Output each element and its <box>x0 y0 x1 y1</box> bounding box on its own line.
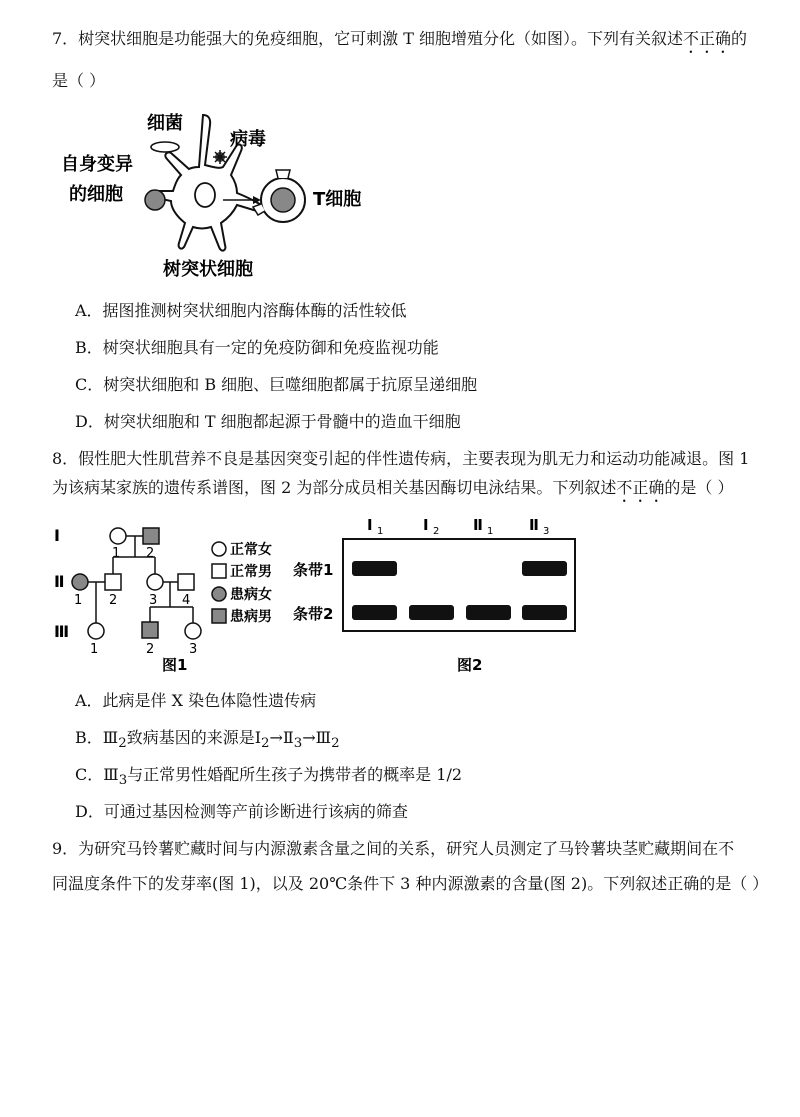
dendritic-label: 树突状细胞 <box>163 259 253 280</box>
q7-option-c: C．树突状细胞和 B 细胞、巨噬细胞都属于抗原呈递细胞 <box>75 375 478 394</box>
q7-figure <box>55 105 415 285</box>
fig1-caption: 图1 <box>162 656 188 674</box>
legend-affected-female-icon <box>212 587 226 601</box>
svg-text:Ⅰ: Ⅰ <box>367 516 373 534</box>
bacteria-shape <box>151 142 179 152</box>
II4-normal-male <box>178 574 194 590</box>
II3-number: 3 <box>149 593 158 608</box>
q7-stem-line2: 是（ ） <box>52 71 106 90</box>
II2-normal-male <box>105 574 121 590</box>
q7-option-b: B．树突状细胞具有一定的免疫防御和免疫监视功能 <box>75 338 439 357</box>
gen-1-label: Ⅰ <box>54 526 60 545</box>
self-mutant-label-2: 的细胞 <box>69 184 123 205</box>
q8-emphasis: 不正确 <box>616 478 665 497</box>
q7-option-d: D．树突状细胞和 T 细胞都起源于骨髓中的造血干细胞 <box>75 412 461 431</box>
svg-text:Ⅱ: Ⅱ <box>473 516 483 534</box>
bacteria-label: 细菌 <box>147 113 183 134</box>
legend-normal-female-icon <box>212 542 226 556</box>
I1-number: 1 <box>112 546 121 561</box>
lane-label-II3 <box>529 516 549 537</box>
III3-number: 3 <box>189 642 198 657</box>
q8-option-a: A．此病是伴 X 染色体隐性遗传病 <box>75 691 317 710</box>
fig2-caption: 图2 <box>457 656 483 674</box>
q8-stem-line2: 为该病某家族的遗传系谱图，图 2 为部分成员相关基因酶切电泳结果。下列叙述不正确的是（ ） <box>52 478 734 497</box>
q8-stem-line1: 8．假性肥大性肌营养不良是基因突变引起的伴性遗传病，主要表现为肌无力和运动功能减退。图 1 <box>52 449 750 468</box>
III3-normal-female <box>185 623 201 639</box>
band2-label: 条带2 <box>293 605 334 623</box>
virus-label: 病毒 <box>230 129 266 150</box>
band1-label: 条带1 <box>293 561 334 579</box>
q7-option-a: A．据图推测树突状细胞内溶酶体酶的活性较低 <box>75 301 407 320</box>
band2-II1 <box>466 605 511 620</box>
mutant-cell <box>145 190 165 210</box>
III1-normal-female <box>88 623 104 639</box>
II1-affected-female <box>72 574 88 590</box>
II1-number: 1 <box>74 593 83 608</box>
band2-I2 <box>409 605 454 620</box>
III2-number: 2 <box>146 642 155 657</box>
q8-fig1-pedigree <box>50 515 300 675</box>
q7-stem-line1: 7．树突状细胞是功能强大的免疫细胞，它可刺激 T 细胞增殖分化（如图）。下列有关叙述不正确的 <box>52 29 748 48</box>
band1-I1 <box>352 561 397 576</box>
legend-normal-male: 正常男 <box>230 564 272 580</box>
dendritic-nucleus <box>195 183 215 207</box>
q8-option-d: D．可通过基因检测等产前诊断进行该病的筛查 <box>75 802 408 821</box>
legend-normal-male-icon <box>212 564 226 578</box>
virus-icon <box>213 150 227 164</box>
II3-normal-female <box>147 574 163 590</box>
lane-label-II1 <box>473 516 493 537</box>
gen-2-label: Ⅱ <box>54 572 65 591</box>
svg-text:1: 1 <box>377 526 384 537</box>
t-cell-receptor-top <box>276 170 290 178</box>
III1-number: 1 <box>90 642 99 657</box>
legend-affected-male: 患病男 <box>230 609 272 625</box>
band1-II3 <box>522 561 567 576</box>
svg-text:Ⅰ: Ⅰ <box>423 516 429 534</box>
I2-affected-male <box>143 528 159 544</box>
gen-3-label: Ⅲ <box>54 622 70 641</box>
I2-number: 2 <box>146 546 155 561</box>
legend-normal-female: 正常女 <box>230 542 272 558</box>
q8-fig2-gel <box>285 512 595 677</box>
lane-label-I2 <box>423 516 439 537</box>
legend-affected-male-icon <box>212 609 226 623</box>
q8-option-c: C．$Ⅲ_3$与正常男性婚配所生孩子为携带者的概率是 1/2 <box>75 765 463 789</box>
band2-I1 <box>352 605 397 620</box>
lane-label-I1 <box>367 516 383 537</box>
q9-stem-line2: 同温度条件下的发芽率(图 1)，以及 20℃条件下 3 种内源激素的含量(图 2)。下列叙述正确的是（ ） <box>52 874 769 893</box>
svg-text:2: 2 <box>433 526 440 537</box>
III2-affected-male <box>142 622 158 638</box>
q7-emphasis: 不正确 <box>683 29 732 48</box>
q9-stem-line1: 9．为研究马铃薯贮藏时间与内源激素含量之间的关系，研究人员测定了马铃薯块茎贮藏期间在不 <box>52 839 735 858</box>
legend-affected-female: 患病女 <box>230 587 272 603</box>
band2-II3 <box>522 605 567 620</box>
svg-text:3: 3 <box>543 526 550 537</box>
svg-text:Ⅱ: Ⅱ <box>529 516 539 534</box>
t-cell-nucleus <box>271 188 295 212</box>
self-mutant-label-1: 自身变异 <box>61 154 133 175</box>
II2-number: 2 <box>109 593 118 608</box>
t-cell-label: T细胞 <box>313 189 362 210</box>
svg-text:1: 1 <box>487 526 494 537</box>
II4-number: 4 <box>182 593 191 608</box>
I1-normal-female <box>110 528 126 544</box>
q8-option-b: B．$Ⅲ_2$致病基因的来源是$Ⅰ_2\to Ⅱ_3\to Ⅲ_2$ <box>75 728 340 752</box>
